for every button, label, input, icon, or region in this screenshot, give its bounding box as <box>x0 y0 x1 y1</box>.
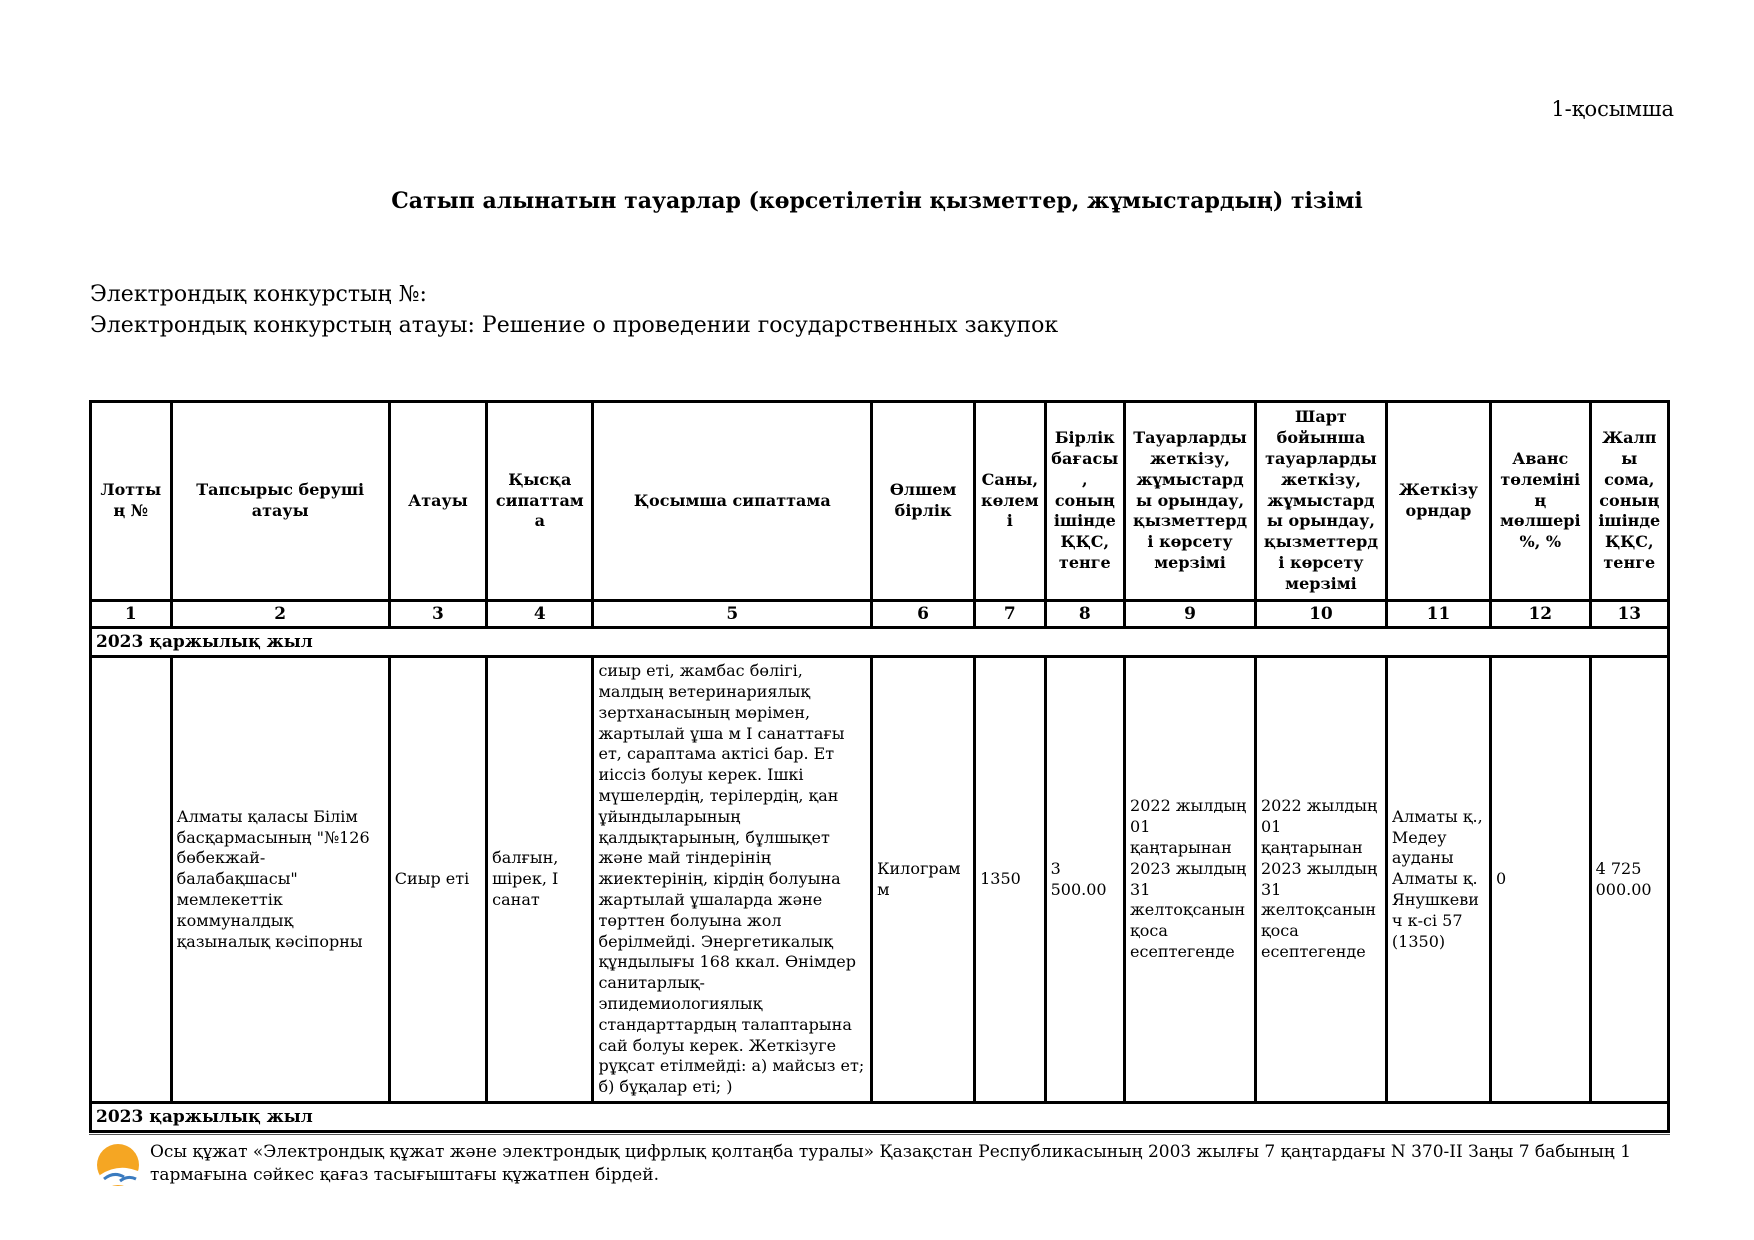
header-advance: Аванс төлемінің мөлшері %, % <box>1490 402 1590 601</box>
sun-seal-icon <box>94 1141 142 1189</box>
contest-name-line: Электрондық конкурстың атауы: Решение о проведении государственных закупок <box>90 313 1059 338</box>
fiscal-year-row <box>91 628 1669 657</box>
column-number: 6 <box>872 601 975 628</box>
column-number: 8 <box>1045 601 1124 628</box>
column-number: 11 <box>1386 601 1490 628</box>
column-number-row <box>91 601 1669 628</box>
cell-advance: 0 <box>1490 657 1590 1103</box>
header-lot-number: Лоттың № <box>91 402 172 601</box>
table-header-row <box>91 402 1669 601</box>
cell-unit-price: 3 500.00 <box>1045 657 1124 1103</box>
cell-unit: Килограмм <box>872 657 975 1103</box>
header-name: Атауы <box>389 402 486 601</box>
cell-additional-description: сиыр еті, жамбас бөлігі, малдың ветеринариялық зертханасының мөрімен, жартылай ұша м І санаттағы ет, сараптама актісі бар. Ет иіссіз болуы керек. Ішкі мүшелердің, терілердің, қан ұйындыларының қалдықтарының, бұлшықет және май тіндерінің жиектерінің, кірдің болуына жартылай ұшаларда және төрттен болуына жол берілмейді. Энергетикалық құндылығы 168 ккал. Өнімдер санитарлық-эпидемиологиялық стандарттардың талаптарына сай болуы керек. Жеткізуге рұқсат етілмейді: а) майсыз ет; б) бұқалар еті; ) <box>593 657 872 1103</box>
column-number: 9 <box>1125 601 1256 628</box>
header-quantity: Саны, көлемі <box>975 402 1046 601</box>
contest-number-line: Электрондық конкурстың №: <box>90 282 427 307</box>
header-delivery-term: Тауарларды жеткізу, жұмыстарды орындау, қызметтерді көрсету мерзімі <box>1125 402 1256 601</box>
cell-delivery-term: 2022 жылдың 01 қаңтарынан 2023 жылдың 31 желтоқсанын қоса есептегенде <box>1125 657 1256 1103</box>
cell-quantity: 1350 <box>975 657 1046 1103</box>
column-number: 10 <box>1255 601 1386 628</box>
column-number: 13 <box>1590 601 1668 628</box>
header-unit: Өлшем бірлік <box>872 402 975 601</box>
column-number: 4 <box>487 601 593 628</box>
fiscal-year-label: 2023 қаржылық жыл <box>91 628 1669 657</box>
cell-contract-term: 2022 жылдың 01 қаңтарынан 2023 жылдың 31 желтоқсанын қоса есептегенде <box>1255 657 1386 1103</box>
header-contract-term: Шарт бойынша тауарларды жеткізу, жұмыстарды орындау, қызметтерді көрсету мерзімі <box>1255 402 1386 601</box>
cell-customer: Алматы қаласы Білім басқармасының "№126 бөбекжай-балабақшасы" мемлекеттік коммуналдық қазыналық кәсіпорны <box>171 657 389 1103</box>
legal-footer-text: Осы құжат «Электрондық құжат және электрондық цифрлық қолтаңба туралы» Қазақстан Республикасының 2003 жылғы 7 қаңтардағы N 370-II Заңы 7 бабының 1 тармағына сәйкес қағаз тасығыштағы құжатпен бірдей. <box>150 1142 1632 1185</box>
header-total: Жалпы сома, соның ішінде ҚҚС, тенге <box>1590 402 1668 601</box>
column-number: 7 <box>975 601 1046 628</box>
column-number: 3 <box>389 601 486 628</box>
header-short-description: Қысқа сипаттама <box>487 402 593 601</box>
cell-lot-number <box>91 657 172 1103</box>
column-number: 12 <box>1490 601 1590 628</box>
lots-table <box>89 400 1670 1133</box>
header-customer: Тапсырыс беруші атауы <box>171 402 389 601</box>
fiscal-year-label: 2023 қаржылық жыл <box>91 1102 1669 1131</box>
column-number: 5 <box>593 601 872 628</box>
cell-total: 4 725 000.00 <box>1590 657 1668 1103</box>
cell-delivery-place: Алматы қ., Медеу ауданы Алматы қ. Янушкевич к-сі 57 (1350) <box>1386 657 1490 1103</box>
cell-name: Сиыр еті <box>389 657 486 1103</box>
fiscal-year-row <box>91 1102 1669 1131</box>
column-number: 2 <box>171 601 389 628</box>
table-row <box>91 657 1669 1103</box>
footer-divider <box>89 1134 1670 1135</box>
header-delivery-place: Жеткізу орндар <box>1386 402 1490 601</box>
page-title: Сатып алынатын тауарлар (көрсетілетін қызметтер, жұмыстардың) тізімі <box>391 188 1363 214</box>
header-additional-description: Қосымша сипаттама <box>593 402 872 601</box>
annex-label: 1-қосымша <box>1551 97 1674 121</box>
header-unit-price: Бірлік бағасы, соның ішінде ҚҚС, тенге <box>1045 402 1124 601</box>
column-number: 1 <box>91 601 172 628</box>
cell-short-description: балғын, шірек, I санат <box>487 657 593 1103</box>
